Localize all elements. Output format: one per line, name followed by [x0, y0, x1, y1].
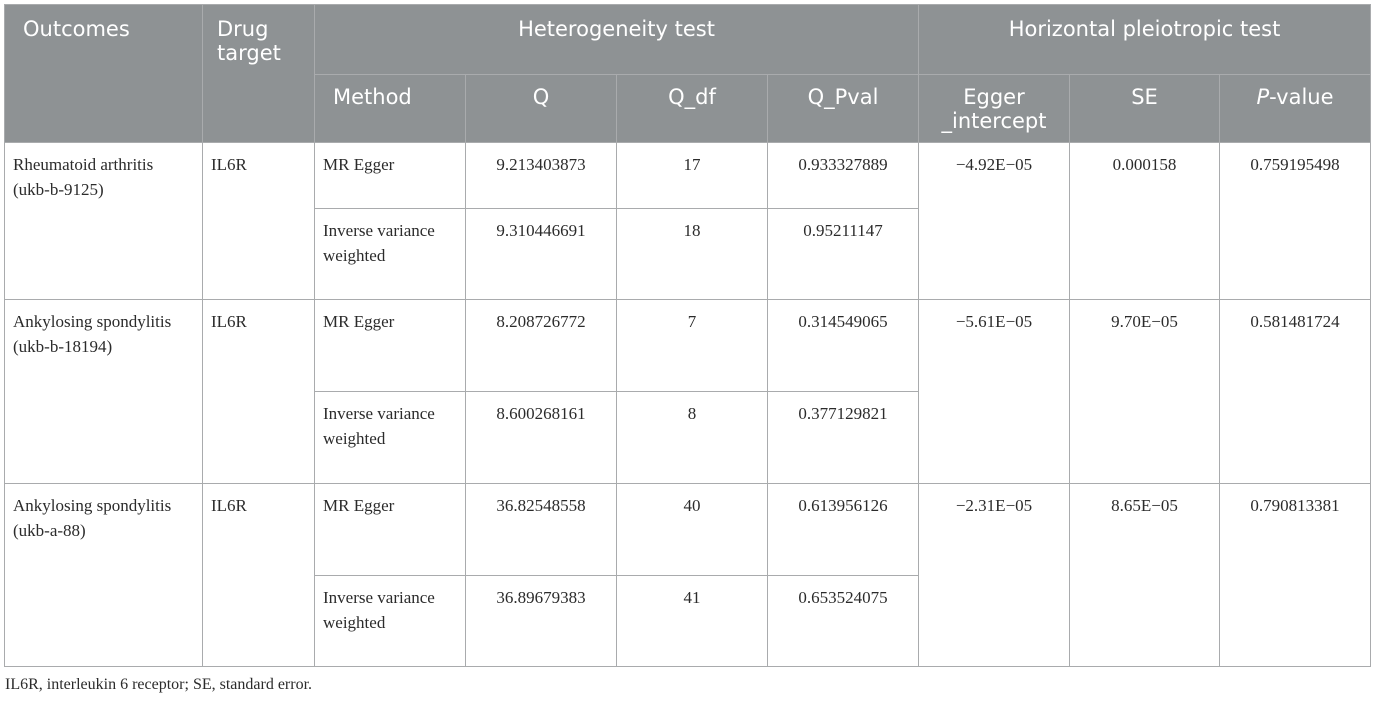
table-row — [5, 484, 1371, 576]
q-df-cell: 18 — [617, 209, 768, 300]
col-header-egger-intercept: Egger _intercept — [919, 75, 1070, 143]
group-header-pleiotropic: Horizontal pleiotropic test — [919, 5, 1371, 75]
se-cell: 8.65E−05 — [1070, 484, 1220, 667]
q-pval-cell: 0.314549065 — [768, 300, 919, 392]
method-cell: Inverse variance weighted — [315, 576, 466, 667]
outcome-cell: Rheumatoid arthritis (ukb-b-9125) — [5, 143, 203, 300]
q-cell: 8.208726772 — [466, 300, 617, 392]
drug-target-cell: IL6R — [203, 143, 315, 300]
q-cell: 36.82548558 — [466, 484, 617, 576]
q-df-cell: 17 — [617, 143, 768, 209]
p-value-suffix: -value — [1269, 85, 1334, 109]
col-header-se: SE — [1070, 75, 1220, 143]
outcome-cell: Ankylosing spondylitis (ukb-b-18194) — [5, 300, 203, 484]
col-header-method: Method — [315, 75, 466, 143]
table-row — [5, 300, 1371, 392]
q-pval-cell: 0.933327889 — [768, 143, 919, 209]
col-header-p-value — [1220, 75, 1371, 143]
p-value-italic: P — [1256, 85, 1270, 109]
col-header-q-df: Q_df — [617, 75, 768, 143]
method-cell: Inverse variance weighted — [315, 392, 466, 484]
col-header-outcomes: Outcomes — [5, 5, 203, 143]
q-cell: 8.600268161 — [466, 392, 617, 484]
q-df-cell: 40 — [617, 484, 768, 576]
method-cell: MR Egger — [315, 484, 466, 576]
method-cell: MR Egger — [315, 143, 466, 209]
results-table — [4, 4, 1371, 667]
p-value-cell: 0.790813381 — [1220, 484, 1371, 667]
q-cell: 9.213403873 — [466, 143, 617, 209]
q-cell: 36.89679383 — [466, 576, 617, 667]
header-row-top — [5, 5, 1371, 75]
drug-target-cell: IL6R — [203, 484, 315, 667]
egger-intercept-cell: −5.61E−05 — [919, 300, 1070, 484]
table-footnote: IL6R, interleukin 6 receptor; SE, standard error. — [5, 676, 313, 693]
col-header-q: Q — [466, 75, 617, 143]
se-cell: 9.70E−05 — [1070, 300, 1220, 484]
se-cell: 0.000158 — [1070, 143, 1220, 300]
group-header-heterogeneity: Heterogeneity test — [315, 5, 919, 75]
drug-target-cell: IL6R — [203, 300, 315, 484]
q-df-cell: 8 — [617, 392, 768, 484]
p-value-cell: 0.759195498 — [1220, 143, 1371, 300]
col-header-q-pval: Q_Pval — [768, 75, 919, 143]
table-row — [5, 143, 1371, 209]
q-df-cell: 7 — [617, 300, 768, 392]
p-value-cell: 0.581481724 — [1220, 300, 1371, 484]
col-header-drug-target: Drug target — [203, 5, 315, 143]
q-pval-cell: 0.377129821 — [768, 392, 919, 484]
method-cell: MR Egger — [315, 300, 466, 392]
q-pval-cell: 0.613956126 — [768, 484, 919, 576]
q-pval-cell: 0.653524075 — [768, 576, 919, 667]
egger-intercept-cell: −2.31E−05 — [919, 484, 1070, 667]
q-pval-cell: 0.95211147 — [768, 209, 919, 300]
q-cell: 9.310446691 — [466, 209, 617, 300]
q-df-cell: 41 — [617, 576, 768, 667]
method-cell: Inverse variance weighted — [315, 209, 466, 300]
outcome-cell: Ankylosing spondylitis (ukb-a-88) — [5, 484, 203, 667]
egger-intercept-cell: −4.92E−05 — [919, 143, 1070, 300]
